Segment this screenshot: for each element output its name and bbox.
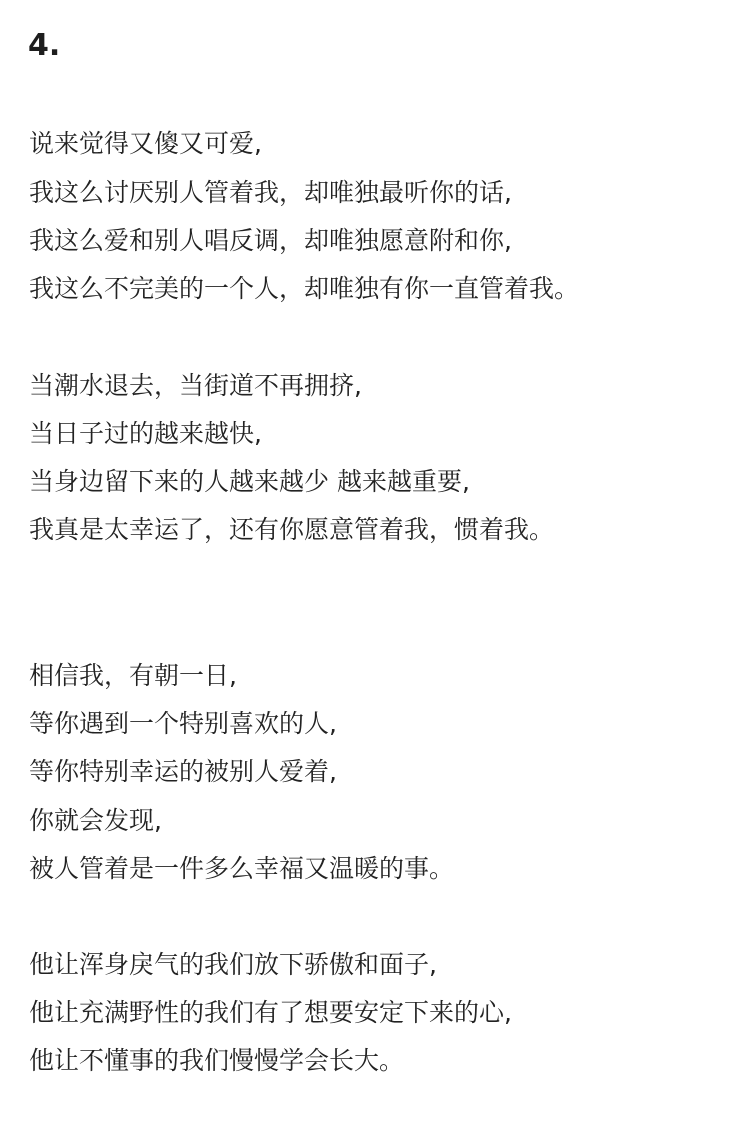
text-line: 我真是太幸运了，还有你愿意管着我，惯着我。 xyxy=(29,515,555,544)
text-line: 你就会发现, xyxy=(29,806,162,835)
section-number: 4. xyxy=(28,28,61,63)
text-line: 当身边留下来的人越来越少 越来越重要, xyxy=(29,467,470,496)
text-line: 我这么爱和别人唱反调，却唯独愿意附和你, xyxy=(29,226,512,255)
text-line: 我这么讨厌别人管着我，却唯独最听你的话, xyxy=(29,178,512,207)
text-line: 他让充满野性的我们有了想要安定下来的心, xyxy=(29,998,512,1027)
text-line: 我这么不完美的一个人，却唯独有你一直管着我。 xyxy=(29,274,580,303)
text-line: 等你遇到一个特别喜欢的人, xyxy=(29,709,337,738)
text-line: 相信我，有朝一日, xyxy=(29,661,237,690)
text-line: 当日子过的越来越快, xyxy=(29,419,262,448)
text-line: 当潮水退去，当街道不再拥挤, xyxy=(29,371,362,400)
text-line: 说来觉得又傻又可爱, xyxy=(29,129,262,158)
text-line: 他让不懂事的我们慢慢学会长大。 xyxy=(29,1046,405,1075)
text-line: 他让浑身戾气的我们放下骄傲和面子, xyxy=(29,950,437,979)
text-line: 等你特别幸运的被别人爱着, xyxy=(29,757,337,786)
text-line: 被人管着是一件多么幸福又温暖的事。 xyxy=(29,854,455,883)
